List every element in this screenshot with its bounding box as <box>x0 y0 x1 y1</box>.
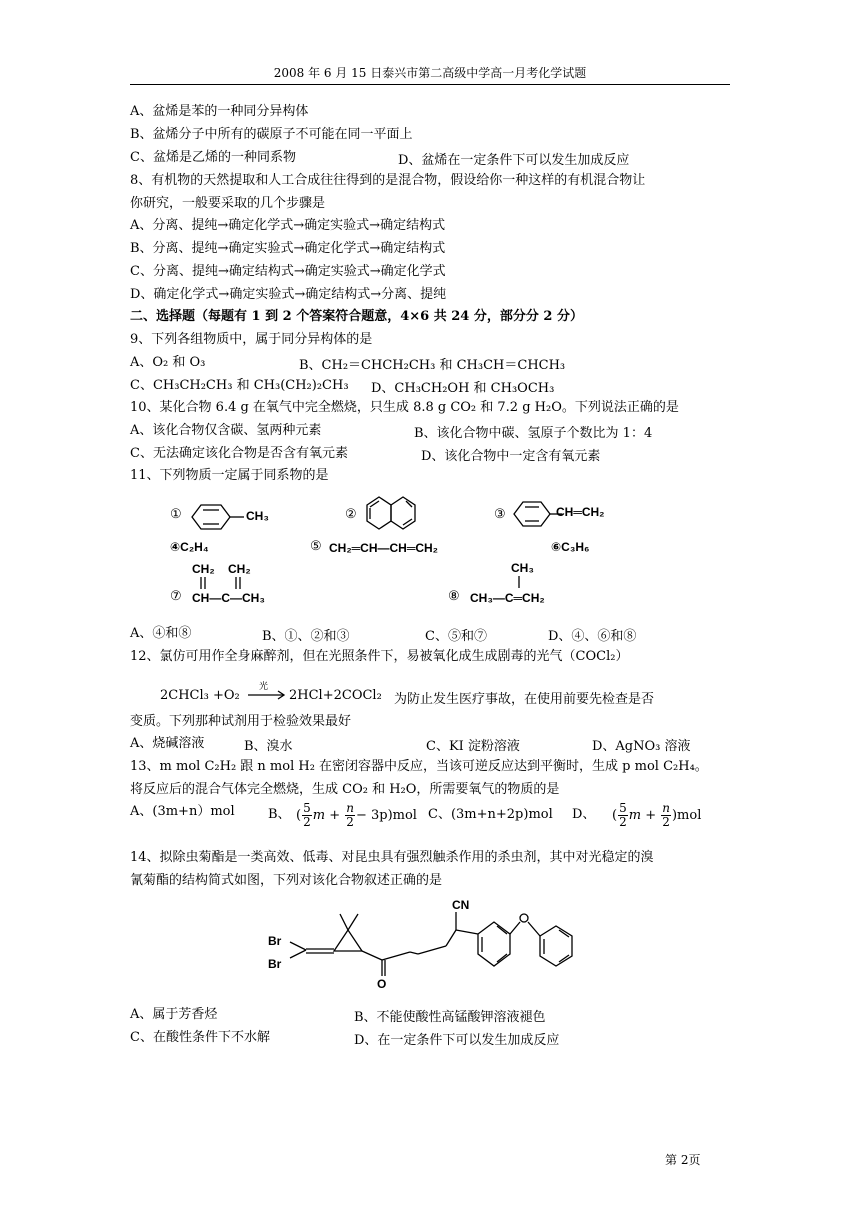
option: C、无法确定该化合物是否含有氧元素 <box>130 446 348 461</box>
option: B、该化合物中碳、氢原子个数比为 1：4 <box>414 426 653 441</box>
fraction-expression-b: ( $\frac{5}{2}$ m + $\frac{n}{2}$ − 3p)mol <box>296 801 417 829</box>
question-13: 13、m mol C₂H₂ 跟 n mol H₂ 在密闭容器中反应，当该可逆反应达到平衡时，生成 p mol C₂H₄。 <box>130 759 708 774</box>
butadiene-formula: CH₂═CH—CH═CH₂ <box>329 541 438 555</box>
cyano-label: CN <box>452 898 470 912</box>
option: A、烧碱溶液 <box>130 736 205 751</box>
question-9: 9、下列各组物质中，属于同分异构体的是 <box>130 332 373 347</box>
equation-left: 2CHCl₃ +O₂ <box>160 688 240 703</box>
option: D、在一定条件下可以发生加成反应 <box>354 1033 560 1048</box>
question-11: 11、下列物质一定属于同系物的是 <box>130 468 329 483</box>
reaction-condition: 光 <box>259 682 269 692</box>
equation-right: 2HCl+2COCl₂ <box>289 688 382 703</box>
deltamethrin-structure-icon <box>286 900 606 990</box>
option: A、属于芳香烃 <box>130 1007 218 1022</box>
option: C、CH₃CH₂CH₃ 和 CH₃(CH₂)₂CH₃ <box>130 378 349 393</box>
text-line: B、盆烯分子中所有的碳原子不可能在同一平面上 <box>130 127 413 142</box>
option: C、(3m+n+2p)mol <box>428 807 553 822</box>
structure-number: ⑤ <box>310 539 322 554</box>
structure-8-chain: CH₃—C═CH₂ <box>470 591 545 605</box>
option: D、该化合物中一定含有氧元素 <box>421 449 601 464</box>
option: C、⑤和⑦ <box>425 629 487 644</box>
text-line: A、盆烯是苯的一种同分异构体 <box>130 104 309 119</box>
text-line: 将反应后的混合气体完全燃烧，生成 CO₂ 和 H₂O，所需要氧气的物质的是 <box>130 782 560 797</box>
structure-7-top: CH₂ <box>192 562 215 576</box>
vinyl-label: CH═CH₂ <box>556 505 605 519</box>
single-bond-icon <box>514 575 524 589</box>
propene-formula: ⑥C₃H₆ <box>551 540 590 554</box>
reaction-arrow-icon <box>247 689 287 701</box>
option: B、分离、提纯→确定实验式→确定化学式→确定结构式 <box>130 241 446 256</box>
benzene-ring-icon <box>510 496 562 532</box>
page-number: 第 2页 <box>665 1153 701 1167</box>
option: A、O₂ 和 O₃ <box>130 355 206 370</box>
bromine-label: Br <box>268 934 282 948</box>
option: D、AgNO₃ 溶液 <box>592 739 691 754</box>
option: B、CH₂＝CHCH₂CH₃ 和 CH₃CH＝CHCH₃ <box>299 358 566 373</box>
structure-number: ⑦ <box>170 589 182 604</box>
structure-7-chain: CH—C—CH₃ <box>192 591 265 605</box>
option: C、分离、提纯→确定结构式→确定实验式→确定化学式 <box>130 264 446 279</box>
option: D、④、⑥和⑧ <box>548 629 637 644</box>
page-header: 2008 年 6 月 15 日泰兴市第二高级中学高一月考化学试题 <box>130 64 730 85</box>
text-line: D、盆烯在一定条件下可以发生加成反应 <box>398 153 630 168</box>
option: A、④和⑧ <box>130 626 192 641</box>
text-line: 为防止发生医疗事故，在使用前要先检查是否 <box>394 692 655 707</box>
text-line: 氰菊酯的结构简式如图，下列对该化合物叙述正确的是 <box>130 873 443 888</box>
double-bond-icon <box>196 576 246 590</box>
option: B、不能使酸性高锰酸钾溶液褪色 <box>354 1010 546 1025</box>
text-line: C、盆烯是乙烯的一种同系物 <box>130 150 296 165</box>
option: C、在酸性条件下不水解 <box>130 1030 270 1045</box>
benzene-ring-icon <box>186 500 246 534</box>
option: B、溴水 <box>244 739 293 754</box>
bromine-label: Br <box>268 957 282 971</box>
structure-number: ⑧ <box>448 589 460 604</box>
text-line: 变质。下列那种试剂用于检验效果最好 <box>130 714 352 729</box>
structure-7-top: CH₂ <box>228 562 251 576</box>
ethylene-formula: ④C₂H₄ <box>170 540 209 554</box>
section-heading: 二、选择题（每题有 1 到 2 个答案符合题意，4×6 共 24 分，部分分 2 分） <box>130 309 583 324</box>
question-8: 8、有机物的天然提取和人工合成往往得到的是混合物，假设给你一种这样的有机混合物让 <box>130 173 646 188</box>
option: B、 <box>268 807 291 822</box>
option: B、①、②和③ <box>262 629 350 644</box>
option: D、 <box>572 807 596 822</box>
option: C、KI 淀粉溶液 <box>426 739 520 754</box>
option: A、该化合物仅含碳、氢两种元素 <box>130 423 322 438</box>
naphthalene-ring-icon <box>363 491 423 541</box>
fraction-expression-d: ( $\frac{5}{2}$ m + $\frac{n}{2}$ )mol <box>612 801 702 829</box>
oxygen-label: O <box>377 977 387 991</box>
text-line: 你研究，一般要采取的几个步骤是 <box>130 196 326 211</box>
methyl-label: CH₃ <box>246 509 269 523</box>
question-10: 10、某化合物 6.4 g 在氧气中完全燃烧，只生成 8.8 g CO₂ 和 7.2 g H₂O。下列说法正确的是 <box>130 400 679 415</box>
structure-number: ① <box>170 507 182 522</box>
structure-number: ③ <box>494 507 506 522</box>
question-12: 12、氯仿可用作全身麻醉剂，但在光照条件下，易被氧化成生成剧毒的光气（COCl₂） <box>130 649 629 664</box>
option: A、(3m+n）mol <box>130 804 235 819</box>
option: A、分离、提纯→确定化学式→确定实验式→确定结构式 <box>130 218 446 233</box>
structure-number: ② <box>345 507 357 522</box>
option: D、确定化学式→确定实验式→确定结构式→分离、提纯 <box>130 287 447 302</box>
structure-8-top: CH₃ <box>511 561 534 575</box>
option: D、CH₃CH₂OH 和 CH₃OCH₃ <box>371 381 555 396</box>
question-14: 14、拟除虫菊酯是一类高效、低毒、对昆虫具有强烈触杀作用的杀虫剂，其中对光稳定的溴 <box>130 850 654 865</box>
